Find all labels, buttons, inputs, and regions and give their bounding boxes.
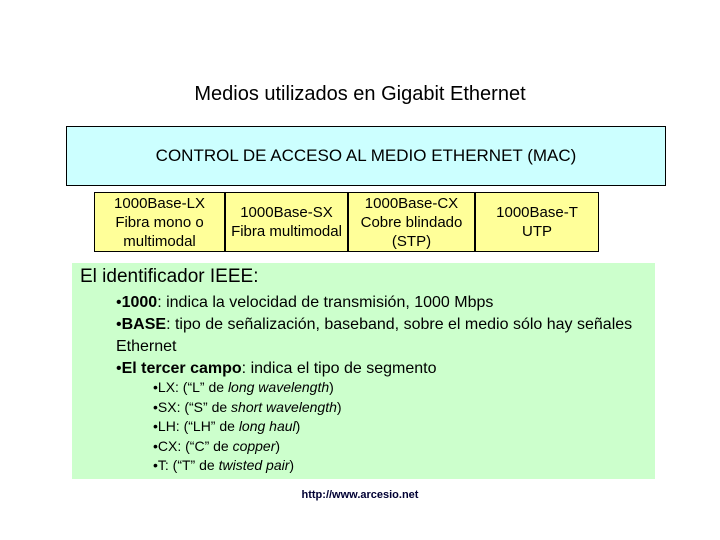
segment-item: •LX: (“L” de long wavelength) — [153, 379, 334, 395]
footer-url[interactable]: http://www.arcesio.net — [301, 489, 419, 501]
list-item: •1000: indica la velocidad de transmisión, 1000 Mbps — [116, 294, 494, 311]
media-box-sx: 1000Base-SX Fibra multimodal — [225, 192, 348, 252]
media-box-t: 1000Base-T UTP — [475, 192, 599, 252]
identifier-heading: El identificador IEEE: — [80, 266, 259, 287]
mac-layer-label: CONTROL DE ACCESO AL MEDIO ETHERNET (MAC) — [155, 146, 577, 165]
segment-list — [153, 378, 342, 476]
media-box-lx: 1000Base-LX Fibra mono o multimodal — [94, 192, 225, 252]
media-box-cx: 1000Base-CX Cobre blindado (STP) — [348, 192, 475, 252]
list-item: •El tercer campo: indica el tipo de segmento — [116, 360, 437, 377]
segment-item: •SX: (“S” de short wavelength) — [153, 398, 342, 415]
segment-item: •CX: (“C” de copper) — [153, 437, 281, 454]
slide-title: Medios utilizados en Gigabit Ethernet — [194, 83, 526, 105]
mac-layer-box — [66, 126, 666, 186]
list-item: •BASE: tipo de señalización, baseband, sobre el medio sólo hay señales Ethernet — [116, 316, 633, 355]
identifier-list — [116, 292, 646, 380]
segment-item: •LH: (“LH” de long haul) — [153, 418, 301, 434]
segment-item: •T: (“T” de twisted pair) — [153, 457, 295, 473]
